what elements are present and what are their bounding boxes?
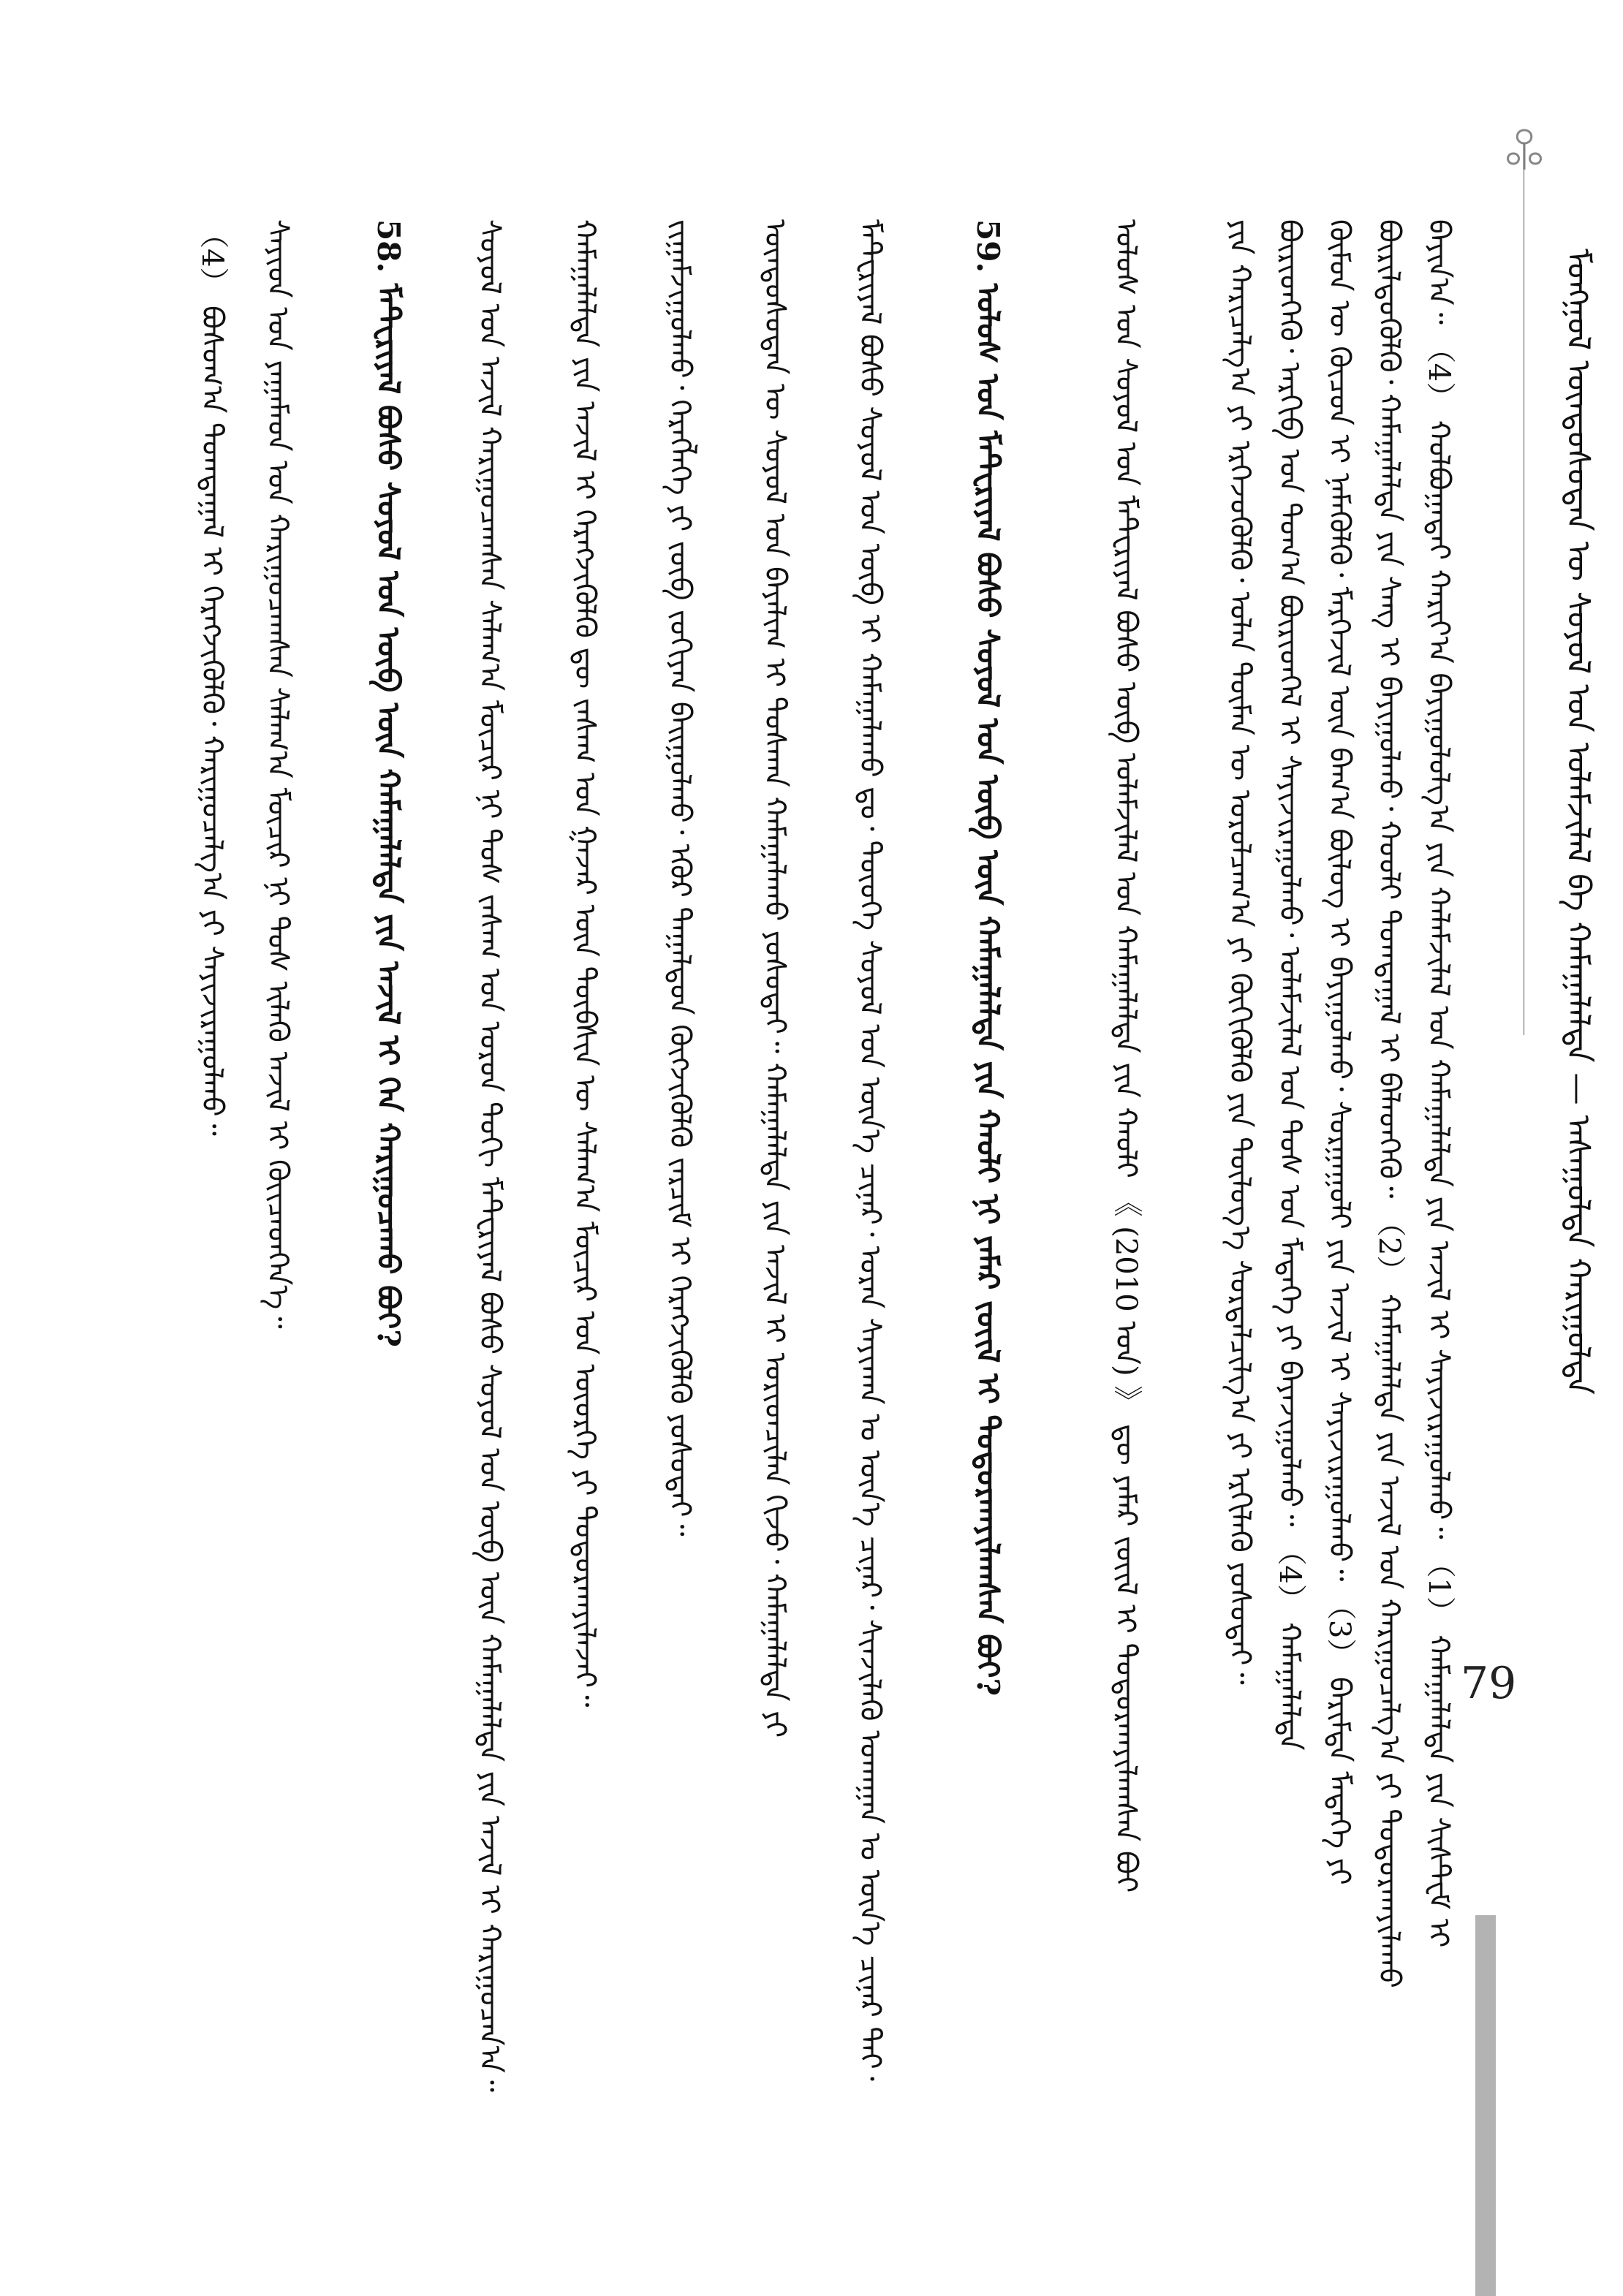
- question-58: 58. ᠮᠠᠲ᠋ᠧᠷᠢᠶᠠᠯ ᠪᠤᠰᠤ ᠰᠣᠶᠣᠯ ᠤᠨ ᠥᠪ ᠦᠨ ᠬᠠᠮᠠᠭᠠᠯᠠᠯᠲᠠ ᠶᠢᠨ ᠠᠵᠢᠯ ᠢ ᠬᠡᠨ ᠬᠠᠷᠢᠭᠤᠴᠠᠬᠤ ᠪᠤᠢ?: [371, 219, 406, 1347]
- running-header-title: ᠮᠣᠩᠭᠣᠯ ᠦᠨᠳᠦᠰᠦᠲᠡᠨ ᠦ ᠰᠣᠶᠣᠯ ᠤᠨ ᠤᠯᠠᠮᠵᠢᠯᠠᠯ ᠪᠠ ᠬᠠᠮᠠᠭᠠᠯᠠᠯᠲᠠ — ᠠᠰᠠᠭᠤᠯᠲᠠ ᠬᠠᠷᠢᠭᠤᠯᠲᠠ: [1559, 249, 1597, 1395]
- text-line: ᠬᠦᠮᠦᠨ ᠦ ᠬᠦᠴᠦᠨ ᠢ ᠨᠡᠮᠡᠭᠦᠯᠬᠦ᠂ ᠮᠡᠷᠭᠡᠵᠢᠯ ᠦᠨ ᠪᠠᠭ᠎ᠠ ᠪᠦᠯᠦᠭ ᠢ ᠪᠠᠶᠢᠭᠤᠯᠬᠤ᠂ ᠰᠤᠷᠭᠠᠭᠤᠯᠢ ᠶᠢᠨ ᠠᠵᠢᠯ ᠢ ᠰᠠᠶᠢᠵᠢᠷᠠᠭᠤᠯᠬᠤ᠃ （3） ᠪᠠᠷᠢᠮᠲᠠ ᠮᠡᠳᠡᠭᠡ ᠶᠢ: [1323, 219, 1356, 1885]
- text-line: ᠶᠢᠨ ᠬᠠᠷᠢᠴᠠᠯᠭ᠎ᠠ ᠶᠢ ᠡᠷᠬᠡᠵᠦᠭᠦᠯᠬᠦ᠂ ᠣᠯᠠᠨ ᠲᠦᠮᠡᠨ ᠦ ᠣᠷᠣᠯᠴᠠᠭ᠎ᠠ ᠶᠢ ᠬᠥᠬᠢᠭᠦᠯᠬᠦ ᠶᠢᠨ ᠲᠥᠯᠦᠭ᠎ᠡ ᠰᠤᠷᠲᠠᠯᠴᠢᠯᠭ᠎ᠠ ᠶᠢ ᠡᠷᠬᠢᠯᠡᠬᠦ ᠶᠣᠰᠣᠲᠠᠢ᠃: [1223, 219, 1257, 1685]
- text-line: ᠦᠨᠳᠦᠰᠦᠲᠡᠨ ᠦ ᠰᠣᠶᠣᠯ ᠤᠨ ᠪᠠᠶᠠᠯᠢᠭ ᠢ ᠲᠤᠰᠬᠠᠨ ᠬᠠᠮᠠᠭᠠᠯᠠᠬᠤ ᠶᠣᠰᠣᠲᠠᠢ᠃ ᠬᠠᠮᠠᠭᠠᠯᠠᠯᠲᠠ ᠶᠢᠨ ᠠᠵᠢᠯ ᠢ ᠤᠷᠢᠳᠴᠢᠯᠠᠨ ᠬᠢᠵᠦ᠂ ᠬᠠᠮᠠᠭᠠᠯᠠᠯᠲᠠ ᠶᠢ: [758, 219, 792, 1738]
- text-line: ᠵᠢᠭᠠᠮᠵᠢᠭᠤᠯᠬᠤ᠂ ᠬᠡᠷᠡᠭᠯᠡᠭᠡ ᠶᠢ ᠵᠥᠪ ᠵᠣᠬᠢᠶᠠᠨ ᠪᠠᠢᠭᠤᠯᠬᠤ᠂ ᠡᠭᠦᠷ ᠳᠠᠭᠠᠯᠳᠤᠨ ᠬᠥᠭᠵᠢᠭᠦᠯᠬᠦ ᠵᠠᠷᠴᠢᠮ ᠢ ᠬᠡᠷᠡᠭᠵᠢᠭᠦᠯᠬᠦ ᠶᠣᠰᠣᠲᠠᠢ᠃: [663, 219, 697, 1537]
- header-ornament-icon: [1499, 124, 1550, 175]
- text-line: ᠬᠠᠮᠠᠭᠠᠯᠠᠯᠲᠠ ᠶᠢᠨ ᠠᠵᠢᠯ ᠢ ᠬᠡᠷᠡᠭᠵᠢᠭᠦᠯᠬᠦ ᠳᠦ ᠵᠠᠰᠠᠭ ᠤᠨ ᠭᠠᠵᠠᠷ ᠦᠨ ᠲᠦᠪᠰᠢᠨ ᠦ ᠰᠠᠯᠠᠭ᠎ᠠ ᠮᠥᠴᠢᠷ ᠤᠨ ᠦᠦᠷᠭᠡ ᠶᠢ ᠲᠣᠳᠣᠷᠬᠠᠶᠢᠯᠠᠵᠠᠢ᠃: [568, 219, 602, 1708]
- text-line: ᠤᠯᠤᠰ ᠤᠨ ᠰᠣᠶᠣᠯ ᠤᠨ ᠮᠠᠲ᠋ᠧᠷᠢᠶᠠᠯ ᠪᠤᠰᠤ ᠥᠪ ᠤᠯᠠᠮᠵᠢᠯᠠᠯ ᠤᠨ ᠬᠠᠮᠠᠭᠠᠯᠠᠯᠲᠠ ᠶᠢᠨ ᠬᠠᠤᠯᠢ 《 (2010 ᠣᠨ) 》 ᠳᠦ ᠶᠠᠮᠠᠷ ᠵᠦᠢᠯ ᠢ ᠲᠣᠳᠣᠷᠬᠠᠶᠢᠯᠠᠭᠰᠠᠨ ᠪᠤᠢ: [1109, 219, 1143, 1893]
- thumb-tab: [1475, 1915, 1496, 2296]
- text-line: ᠰᠠᠶᠢᠳ ᠤᠨ ᠶᠠᠭᠠᠮᠠᠳ ᠤᠨ ᠬᠠᠷᠢᠭᠤᠴᠠᠭᠰᠠᠨ ᠰᠠᠯᠠᠭ᠎ᠠ ᠮᠥᠴᠢᠷ ᠨᠢ ᠲᠤᠰ ᠢᠯᠡᠭᠦ ᠠᠵᠢᠯ ᠢ ᠭᠦᠢᠴᠡᠳᠬᠡᠨ᠎ᠡ᠃: [261, 219, 295, 1329]
- page-number: 79: [1461, 1658, 1517, 1709]
- text-line: ᠰᠣᠶᠣᠯ ᠤᠨ ᠠᠵᠢᠯ ᠬᠠᠷᠢᠭᠤᠴᠠᠭᠰᠠᠨ ᠰᠠᠯᠠᠭ᠎ᠠ ᠮᠥᠴᠢᠷ ᠨᠢ ᠲᠤᠰ ᠵᠠᠰᠠᠭ ᠤᠨ ᠣᠷᠣᠨ ᠳᠤᠬᠢ ᠮᠠᠲ᠋ᠧᠷᠢᠶᠠᠯ ᠪᠤᠰᠤ ᠰᠣᠶᠣᠯ ᠤᠨ ᠥᠪ ᠦᠨ ᠬᠠᠮᠠᠭᠠᠯᠠᠯᠲᠠ ᠶᠢᠨ ᠠᠵᠢᠯ ᠢ ᠬᠠᠷᠢᠭᠤᠴᠠᠨ᠎ᠠ᠃: [473, 219, 507, 2093]
- text-line: ᠪᠦᠷᠢᠳᠬᠡᠬᠦ᠂ ᠠᠷᠬᠢᠪ ᠤᠨ ᠲᠣᠭ᠎ᠠ ᠪᠦᠷᠢᠳᠬᠡᠯ ᠢ ᠰᠠᠶᠢᠵᠢᠷᠠᠭᠤᠯᠬᠤ᠂ ᠤᠯᠠᠮᠵᠢᠯᠠᠯ ᠤᠨ ᠳᠣᠰ ᠤᠨ ᠮᠡᠳᠡᠭᠡ ᠶᠢ ᠪᠠᠶᠠᠵᠢᠭᠤᠯᠬᠤ᠃ （4） ᠬᠠᠮᠠᠭᠠᠯᠠᠯᠲᠠ: [1273, 219, 1306, 1751]
- text-line: ᠪᠠᠶᠢᠨ᠎ᠠ᠃ （4） ᠬᠣᠯᠪᠣᠭᠠᠲᠠᠢ ᠬᠠᠷᠢᠶ᠎ᠠ ᠪᠠᠶᠢᠭᠤᠯᠤᠯᠭ᠎ᠠ ᠶᠢᠨ ᠬᠠᠯᠠᠮᠵᠢᠯᠠᠯ ᠤᠨ ᠬᠠᠮᠠᠭᠠᠯᠠᠯᠲᠠ ᠶᠢᠨ ᠠᠵᠢᠯ ᠢ ᠰᠠᠶᠢᠵᠢᠷᠠᠭᠤᠯᠬᠤ᠃ （1） ᠬᠠᠮᠠᠭᠠᠯᠠᠯᠲᠠ ᠶᠢᠨ ᠰᠢᠰᠲ᠋ᠧᠮ ᠢ: [1422, 219, 1456, 1948]
- question-59: 59. ᠤᠯᠤᠰ ᠤᠨ ᠮᠠᠲ᠋ᠧᠷᠢᠶᠠᠯ ᠪᠤᠰᠤ ᠰᠣᠶᠣᠯ ᠤᠨ ᠥᠪ ᠦᠨ ᠬᠠᠮᠠᠭᠠᠯᠠᠯᠲᠠ ᠶᠢᠨ ᠬᠠᠤᠯᠢ ᠨᠢ ᠶᠠᠮᠠᠷ ᠵᠦᠢᠯ ᠢ ᠲᠣᠳᠣᠷᠬᠠᠶᠢᠯᠠᠭᠰᠠᠨ ᠪᠤᠢ?: [970, 219, 1006, 1697]
- text-line: （4） ᠪᠣᠰᠣᠭ᠎ᠠ ᠲᠣᠭᠲᠠᠭᠠᠯ ᠢ ᠬᠡᠷᠡᠭᠵᠢᠭᠦᠯᠬᠦ᠂ ᠬᠠᠷᠢᠭᠤᠴᠠᠯᠭ᠎ᠠ ᠶᠢ ᠰᠠᠶᠢᠵᠢᠷᠠᠭᠤᠯᠬᠤ᠃: [195, 219, 229, 1136]
- text-line: ᠪᠦᠷᠢᠯᠳᠦᠭᠦᠯᠬᠦ᠂ ᠬᠠᠮᠠᠭᠠᠯᠠᠯᠲᠠ ᠶᠢᠨ ᠰᠠᠩ ᠢ ᠪᠠᠶᠢᠭᠤᠯᠬᠤ᠂ ᠬᠤᠤᠯᠢ ᠲᠣᠭᠲᠠᠭᠠᠯ ᠢ ᠪᠡᠯᠡᠳᠬᠡᠬᠦ᠃ （2） ᠬᠠᠮᠠᠭᠠᠯᠠᠯᠲᠠ ᠶᠢᠨ ᠠᠵᠢᠯ ᠤᠨ ᠬᠠᠷᠢᠭᠤᠴᠠᠯᠭ᠎ᠠ ᠶᠢ ᠲᠣᠳᠣᠷᠬᠠᠶᠢᠯᠠᠬᠤ: [1372, 219, 1406, 1988]
- text-line: ᠮᠠᠲ᠋ᠧᠷᠢᠶᠠᠯ ᠪᠤᠰᠤ ᠰᠣᠶᠣᠯ ᠤᠨ ᠥᠪ ᠢ ᠬᠠᠮᠠᠭᠠᠯᠠᠬᠤ ᠳᠤ᠂ ᠲᠦᠦᠬᠡ ᠰᠣᠶᠣᠯ ᠤᠨ ᠦᠨ᠎ᠡ ᠴᠢᠨᠠᠷ᠂ ᠤᠷᠠᠨ ᠰᠠᠶᠢᠬᠠᠨ ᠤ ᠦᠨ᠎ᠡ ᠴᠢᠨᠠᠷ᠂ ᠰᠢᠨᠵᠢᠯᠡᠬᠦ ᠤᠬᠠᠭᠠᠨ ᠤ ᠦᠨ᠎ᠡ ᠴᠢᠨᠠᠷ ᠲᠠᠢ᠂: [853, 219, 887, 2081]
